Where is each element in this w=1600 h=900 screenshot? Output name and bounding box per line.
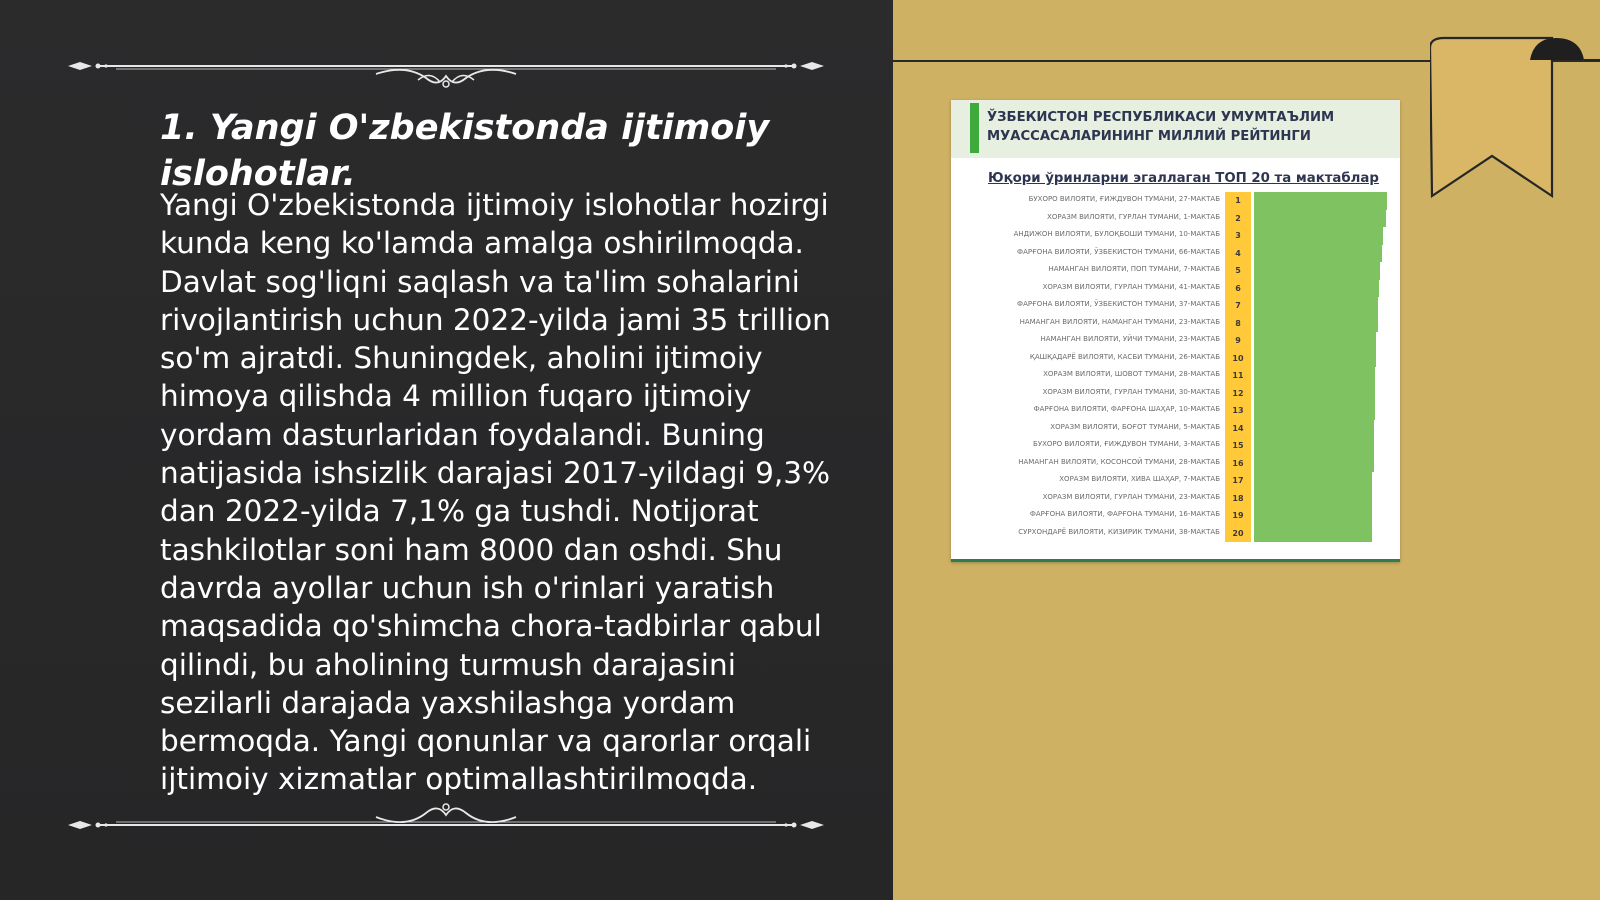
ranking-score-bar — [1254, 437, 1374, 455]
ranking-score-bar — [1254, 192, 1387, 210]
ranking-position-badge: 20 — [1225, 525, 1251, 543]
ranking-row — [951, 472, 1400, 490]
ranking-score-bar — [1254, 385, 1375, 403]
ranking-school-label: ХОРАЗМ ВИЛОЯТИ, ГУРЛАН ТУМАНИ, 1-МАКТАБ — [1047, 212, 1220, 221]
ranking-score-bar — [1254, 455, 1374, 473]
ranking-position-badge: 13 — [1225, 402, 1251, 420]
ranking-position-badge: 16 — [1225, 455, 1251, 473]
ranking-position-badge: 8 — [1225, 315, 1251, 333]
ranking-school-label: БУХОРО ВИЛОЯТИ, ҒИЖДУВОН ТУМАНИ, 27-МАКТАБ — [1028, 195, 1220, 203]
ranking-row — [951, 507, 1400, 525]
ranking-school-label: НАМАНГАН ВИЛОЯТИ, УЙЧИ ТУМАНИ, 23-МАКТАБ — [1040, 335, 1220, 343]
bookmark-ribbon-icon — [1430, 36, 1600, 206]
ranking-score-bar — [1254, 525, 1372, 543]
ranking-position-badge: 7 — [1225, 297, 1251, 315]
image-header-title: ЎЗБЕКИСТОН РЕСПУБЛИКАСИ УМУМТАЪЛИМ МУАССАСАЛАРИНИНГ МИЛЛИЙ РЕЙТИНГИ — [987, 110, 1335, 144]
ranking-score-bar — [1254, 350, 1376, 368]
ranking-row — [951, 455, 1400, 473]
school-rating-image — [951, 100, 1400, 562]
ornament-divider-bottom — [66, 795, 826, 845]
ranking-row — [951, 332, 1400, 350]
ranking-score-bar — [1254, 262, 1380, 280]
ranking-position-badge: 18 — [1225, 490, 1251, 508]
ranking-school-label: НАМАНГАН ВИЛОЯТИ, ПОП ТУМАНИ, 7-МАКТАБ — [1048, 265, 1220, 273]
ranking-school-label: ХОРАЗМ ВИЛОЯТИ, БОҒОТ ТУМАНИ, 5-МАКТАБ — [1050, 422, 1220, 431]
ranking-score-bar — [1254, 245, 1382, 263]
ranking-school-label: ҚАШҚАДАРЁ ВИЛОЯТИ, КАСБИ ТУМАНИ, 26-МАКТАБ — [1029, 352, 1220, 361]
ranking-row — [951, 210, 1400, 228]
ranking-position-badge: 6 — [1225, 280, 1251, 298]
ranking-row — [951, 297, 1400, 315]
image-subtitle: Юқори ўринларни эгаллаган ТОП 20 та мактаблар — [988, 171, 1379, 186]
ranking-score-bar — [1254, 280, 1379, 298]
ranking-school-label: НАМАНГАН ВИЛОЯТИ, НАМАНГАН ТУМАНИ, 23-МАКТАБ — [1019, 317, 1220, 326]
ranking-position-badge: 3 — [1225, 227, 1251, 245]
ranking-school-label: БУХОРО ВИЛОЯТИ, ҒИЖДУВОН ТУМАНИ, 3-МАКТАБ — [1033, 440, 1220, 448]
ranking-row — [951, 367, 1400, 385]
ranking-score-bar — [1254, 332, 1376, 350]
ranking-row — [951, 227, 1400, 245]
ranking-row — [951, 192, 1400, 210]
ranking-position-badge: 4 — [1225, 245, 1251, 263]
image-header-accent-bar — [970, 103, 979, 153]
slide-body-text: Yangi O'zbekistonda ijtimoiy islohotlar hozirgi kunda keng ko'lamda amalga oshirilmoqda. Davlat sog'liqni saqlash va ta'lim sohalarini rivojlantirish uchun 2022-yilda jami 35 trillion so'm ajratdi. Shuningdek, aholini ijtimoiy himoya qilishda 4 million fuqaro ijtimoiy yordam dasturlaridan foydalandi. Buning natijasida ishsizlik darajasi 2017-yildagi 9,3% dan 2022-yilda 7,1% ga tushdi. Notijorat tashkilotlar soni ham 8000 dan oshdi. Shu davrda ayollar uchun ish o'rinlari yaratish maqsadida qo'shimcha chora-tadbirlar qabul qilindi, bu aholining turmush darajasini sezilarli darajada yaxshilashga yordam bermoqda. Yangi qonunlar va qarorlar orqali ijtimoiy xizmatlar optimallashtirilmoqda. — [160, 188, 831, 797]
ranking-score-bar — [1254, 490, 1372, 508]
ornament-divider-top — [66, 40, 826, 90]
ranking-score-bar — [1254, 507, 1372, 525]
ranking-position-badge: 15 — [1225, 437, 1251, 455]
ranking-school-label: ХОРАЗМ ВИЛОЯТИ, ШОВОТ ТУМАНИ, 28-МАКТАБ — [1043, 370, 1220, 378]
ranking-position-badge: 5 — [1225, 262, 1251, 280]
ranking-position-badge: 11 — [1225, 367, 1251, 385]
ranking-row — [951, 402, 1400, 420]
ranking-position-badge: 17 — [1225, 472, 1251, 490]
ranking-score-bar — [1254, 420, 1374, 438]
ranking-row — [951, 525, 1400, 543]
ranking-position-badge: 9 — [1225, 332, 1251, 350]
ranking-school-label: НАМАНГАН ВИЛОЯТИ, КОСОНСОЙ ТУМАНИ, 28-МАКТАБ — [1018, 457, 1220, 466]
ranking-score-bar — [1254, 315, 1378, 333]
slide-title: 1. Yangi O'zbekistonda ijtimoiy islohotlar. — [160, 108, 770, 194]
ranking-school-label: ФАРҒОНА ВИЛОЯТИ, ФАРҒОНА ТУМАНИ, 16-МАКТАБ — [1029, 510, 1220, 518]
ranking-row — [951, 315, 1400, 333]
ranking-school-label: ХОРАЗМ ВИЛОЯТИ, ХИВА ШАҲАР, 7-МАКТАБ — [1059, 475, 1220, 483]
top20-ranking-table — [951, 192, 1400, 548]
ranking-school-label: ФАРҒОНА ВИЛОЯТИ, ФАРҒОНА ШАҲАР, 10-МАКТАБ — [1033, 405, 1220, 413]
ranking-school-label: ФАРҒОНА ВИЛОЯТИ, ЎЗБЕКИСТОН ТУМАНИ, 66-МАКТАБ — [1017, 247, 1220, 256]
ranking-score-bar — [1254, 297, 1378, 315]
ranking-position-badge: 2 — [1225, 210, 1251, 228]
ranking-position-badge: 10 — [1225, 350, 1251, 368]
ranking-row — [951, 280, 1400, 298]
ranking-position-badge: 19 — [1225, 507, 1251, 525]
ranking-position-badge: 14 — [1225, 420, 1251, 438]
ranking-position-badge: 1 — [1225, 192, 1251, 210]
ranking-score-bar — [1254, 402, 1375, 420]
ranking-position-badge: 12 — [1225, 385, 1251, 403]
ranking-row — [951, 262, 1400, 280]
image-header-band — [951, 100, 1400, 158]
ranking-school-label: ХОРАЗМ ВИЛОЯТИ, ГУРЛАН ТУМАНИ, 30-МАКТАБ — [1042, 387, 1220, 396]
ranking-row — [951, 420, 1400, 438]
ranking-school-label: ХОРАЗМ ВИЛОЯТИ, ГУРЛАН ТУМАНИ, 41-МАКТАБ — [1042, 282, 1220, 291]
ranking-score-bar — [1254, 210, 1386, 228]
ranking-score-bar — [1254, 472, 1372, 490]
ranking-row — [951, 490, 1400, 508]
ranking-school-label: ФАРҒОНА ВИЛОЯТИ, ЎЗБЕКИСТОН ТУМАНИ, 37-МАКТАБ — [1017, 300, 1220, 308]
ranking-row — [951, 437, 1400, 455]
ranking-row — [951, 385, 1400, 403]
ranking-school-label: ХОРАЗМ ВИЛОЯТИ, ГУРЛАН ТУМАНИ, 23-МАКТАБ — [1042, 492, 1220, 501]
ranking-score-bar — [1254, 367, 1375, 385]
ranking-row — [951, 350, 1400, 368]
ranking-school-label: АНДИЖОН ВИЛОЯТИ, БУЛОҚБОШИ ТУМАНИ, 10-МАКТАБ — [1013, 230, 1220, 238]
ranking-row — [951, 245, 1400, 263]
ranking-score-bar — [1254, 227, 1383, 245]
ranking-school-label: СУРХОНДАРЁ ВИЛОЯТИ, КИЗИРИК ТУМАНИ, 38-МАКТАБ — [1018, 527, 1220, 536]
